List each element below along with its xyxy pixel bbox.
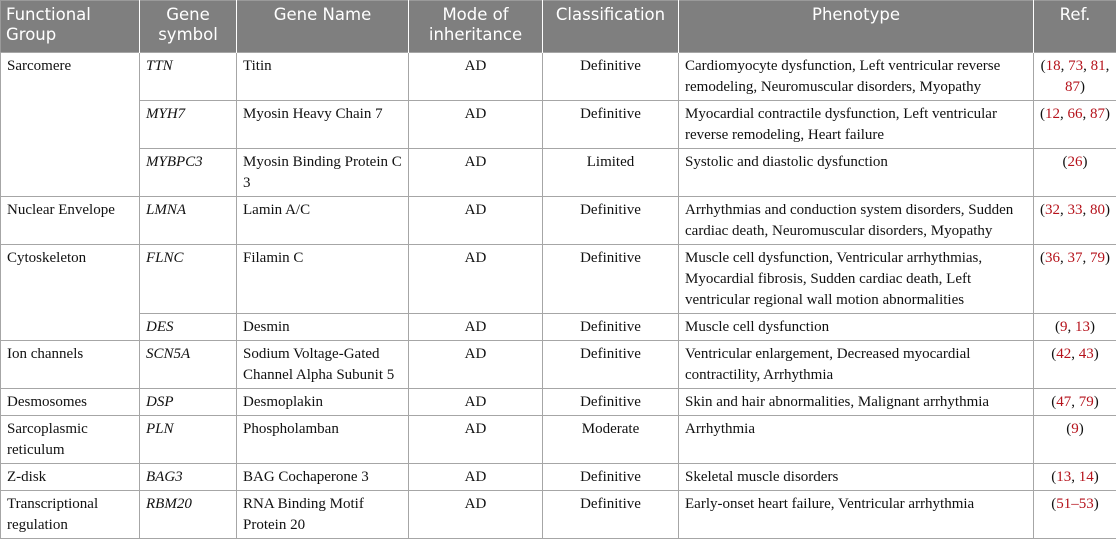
table-row	[1, 149, 1116, 197]
header-gene-symbol: Gene symbol	[140, 1, 237, 53]
functional-group-cell: Desmosomes	[1, 389, 140, 416]
reference-link[interactable]: 47	[1056, 394, 1071, 410]
ref-cell: (47, 79)	[1034, 389, 1116, 416]
ref-cell: (32, 33, 80)	[1034, 197, 1116, 245]
reference-link[interactable]: 32	[1045, 202, 1060, 218]
mode-cell: AD	[409, 197, 543, 245]
phenotype-cell: Ventricular enlargement, Decreased myocardial contractility, Arrhythmia	[679, 341, 1034, 389]
table-row	[1, 245, 1116, 314]
phenotype-cell: Systolic and diastolic dysfunction	[679, 149, 1034, 197]
phenotype-cell: Skin and hair abnormalities, Malignant arrhythmia	[679, 389, 1034, 416]
reference-link[interactable]: 79	[1079, 394, 1094, 410]
reference-link[interactable]: 9	[1060, 319, 1068, 335]
gene-symbol-cell: BAG3	[140, 464, 237, 491]
reference-link[interactable]: 14	[1079, 469, 1094, 485]
header-phenotype: Phenotype	[679, 1, 1034, 53]
gene-name-cell: RNA Binding Motif Protein 20	[237, 491, 409, 539]
gene-symbol-cell: LMNA	[140, 197, 237, 245]
classification-cell: Definitive	[543, 197, 679, 245]
table-row	[1, 314, 1116, 341]
mode-cell: AD	[409, 341, 543, 389]
reference-link[interactable]: 66	[1068, 106, 1083, 122]
functional-group-cell: Nuclear Envelope	[1, 197, 140, 245]
reference-link[interactable]: 13	[1075, 319, 1090, 335]
gene-name-cell: Sodium Voltage-Gated Channel Alpha Subunit 5	[237, 341, 409, 389]
ref-cell: (51–53)	[1034, 491, 1116, 539]
gene-name-cell: Titin	[237, 53, 409, 101]
gene-symbol-cell: MYBPC3	[140, 149, 237, 197]
header-mode-of-inheritance: Mode of inheritance	[409, 1, 543, 53]
table-row	[1, 416, 1116, 464]
gene-name-cell: Myosin Binding Protein C 3	[237, 149, 409, 197]
gene-name-cell: Desmin	[237, 314, 409, 341]
reference-link[interactable]: 36	[1045, 250, 1060, 266]
gene-symbol-cell: PLN	[140, 416, 237, 464]
gene-symbol-cell: SCN5A	[140, 341, 237, 389]
classification-cell: Definitive	[543, 389, 679, 416]
header-ref: Ref.	[1034, 1, 1116, 53]
classification-cell: Definitive	[543, 314, 679, 341]
ref-cell: (12, 66, 87)	[1034, 101, 1116, 149]
phenotype-cell: Muscle cell dysfunction, Ventricular arrhythmias, Myocardial fibrosis, Sudden cardiac death, Left ventricular regional wall motion abnormalities	[679, 245, 1034, 314]
gene-name-cell: Desmoplakin	[237, 389, 409, 416]
functional-group-cell: Ion channels	[1, 341, 140, 389]
ref-cell: (36, 37, 79)	[1034, 245, 1116, 314]
mode-cell: AD	[409, 149, 543, 197]
gene-symbol-cell: FLNC	[140, 245, 237, 314]
ref-cell: (13, 14)	[1034, 464, 1116, 491]
reference-link[interactable]: 73	[1068, 58, 1083, 74]
mode-cell: AD	[409, 53, 543, 101]
classification-cell: Definitive	[543, 245, 679, 314]
classification-cell: Definitive	[543, 341, 679, 389]
phenotype-cell: Myocardial contractile dysfunction, Left ventricular reverse remodeling, Heart failure	[679, 101, 1034, 149]
phenotype-cell: Arrhythmia	[679, 416, 1034, 464]
table-row	[1, 53, 1116, 101]
phenotype-cell: Arrhythmias and conduction system disorders, Sudden cardiac death, Neuromuscular disorders, Myopathy	[679, 197, 1034, 245]
phenotype-cell: Skeletal muscle disorders	[679, 464, 1034, 491]
classification-cell: Moderate	[543, 416, 679, 464]
gene-symbol-cell: MYH7	[140, 101, 237, 149]
mode-cell: AD	[409, 464, 543, 491]
reference-link[interactable]: 80	[1090, 202, 1105, 218]
phenotype-cell: Early-onset heart failure, Ventricular arrhythmia	[679, 491, 1034, 539]
gene-name-cell: Filamin C	[237, 245, 409, 314]
classification-cell: Definitive	[543, 101, 679, 149]
reference-link[interactable]: 87	[1090, 106, 1105, 122]
ref-cell: (26)	[1034, 149, 1116, 197]
mode-cell: AD	[409, 245, 543, 314]
classification-cell: Definitive	[543, 53, 679, 101]
mode-cell: AD	[409, 314, 543, 341]
reference-link[interactable]: 26	[1068, 154, 1083, 170]
mode-cell: AD	[409, 416, 543, 464]
phenotype-cell: Cardiomyocyte dysfunction, Left ventricular reverse remodeling, Neuromuscular disorders, Myopathy	[679, 53, 1034, 101]
reference-link[interactable]: 81	[1091, 58, 1106, 74]
classification-cell: Definitive	[543, 464, 679, 491]
gene-symbol-cell: TTN	[140, 53, 237, 101]
reference-link[interactable]: 37	[1068, 250, 1083, 266]
gene-symbol-cell: RBM20	[140, 491, 237, 539]
reference-link[interactable]: 43	[1079, 346, 1094, 362]
header-classification: Classification	[543, 1, 679, 53]
reference-link[interactable]: 18	[1046, 58, 1061, 74]
table-row	[1, 197, 1116, 245]
gene-name-cell: Myosin Heavy Chain 7	[237, 101, 409, 149]
gene-name-cell: Phospholamban	[237, 416, 409, 464]
reference-link[interactable]: 42	[1056, 346, 1071, 362]
reference-link[interactable]: 87	[1065, 79, 1080, 95]
ref-cell: (42, 43)	[1034, 341, 1116, 389]
functional-group-cell: Sarcoplasmic reticulum	[1, 416, 140, 464]
header-functional-group: Functional Group	[1, 1, 140, 53]
gene-name-cell: BAG Cochaperone 3	[237, 464, 409, 491]
mode-cell: AD	[409, 101, 543, 149]
table-row	[1, 101, 1116, 149]
reference-link[interactable]: 9	[1071, 421, 1079, 437]
functional-group-cell: Z-disk	[1, 464, 140, 491]
phenotype-cell: Muscle cell dysfunction	[679, 314, 1034, 341]
ref-cell: (9)	[1034, 416, 1116, 464]
table-row	[1, 389, 1116, 416]
reference-link[interactable]: 33	[1068, 202, 1083, 218]
table-row	[1, 491, 1116, 539]
classification-cell: Definitive	[543, 491, 679, 539]
ref-cell: (9, 13)	[1034, 314, 1116, 341]
functional-group-cell: Transcriptional regulation	[1, 491, 140, 539]
mode-cell: AD	[409, 491, 543, 539]
gene-symbol-cell: DES	[140, 314, 237, 341]
gene-symbol-cell: DSP	[140, 389, 237, 416]
reference-link[interactable]: 79	[1090, 250, 1105, 266]
functional-group-cell: Sarcomere	[1, 53, 140, 197]
reference-link[interactable]: 51–53	[1056, 496, 1094, 512]
table-row	[1, 341, 1116, 389]
functional-group-cell: Cytoskeleton	[1, 245, 140, 341]
gene-name-cell: Lamin A/C	[237, 197, 409, 245]
header-row	[1, 1, 1116, 53]
classification-cell: Limited	[543, 149, 679, 197]
mode-cell: AD	[409, 389, 543, 416]
table-row	[1, 464, 1116, 491]
reference-link[interactable]: 12	[1045, 106, 1060, 122]
header-gene-name: Gene Name	[237, 1, 409, 53]
reference-link[interactable]: 13	[1056, 469, 1071, 485]
ref-cell: (18, 73, 81, 87)	[1034, 53, 1116, 101]
